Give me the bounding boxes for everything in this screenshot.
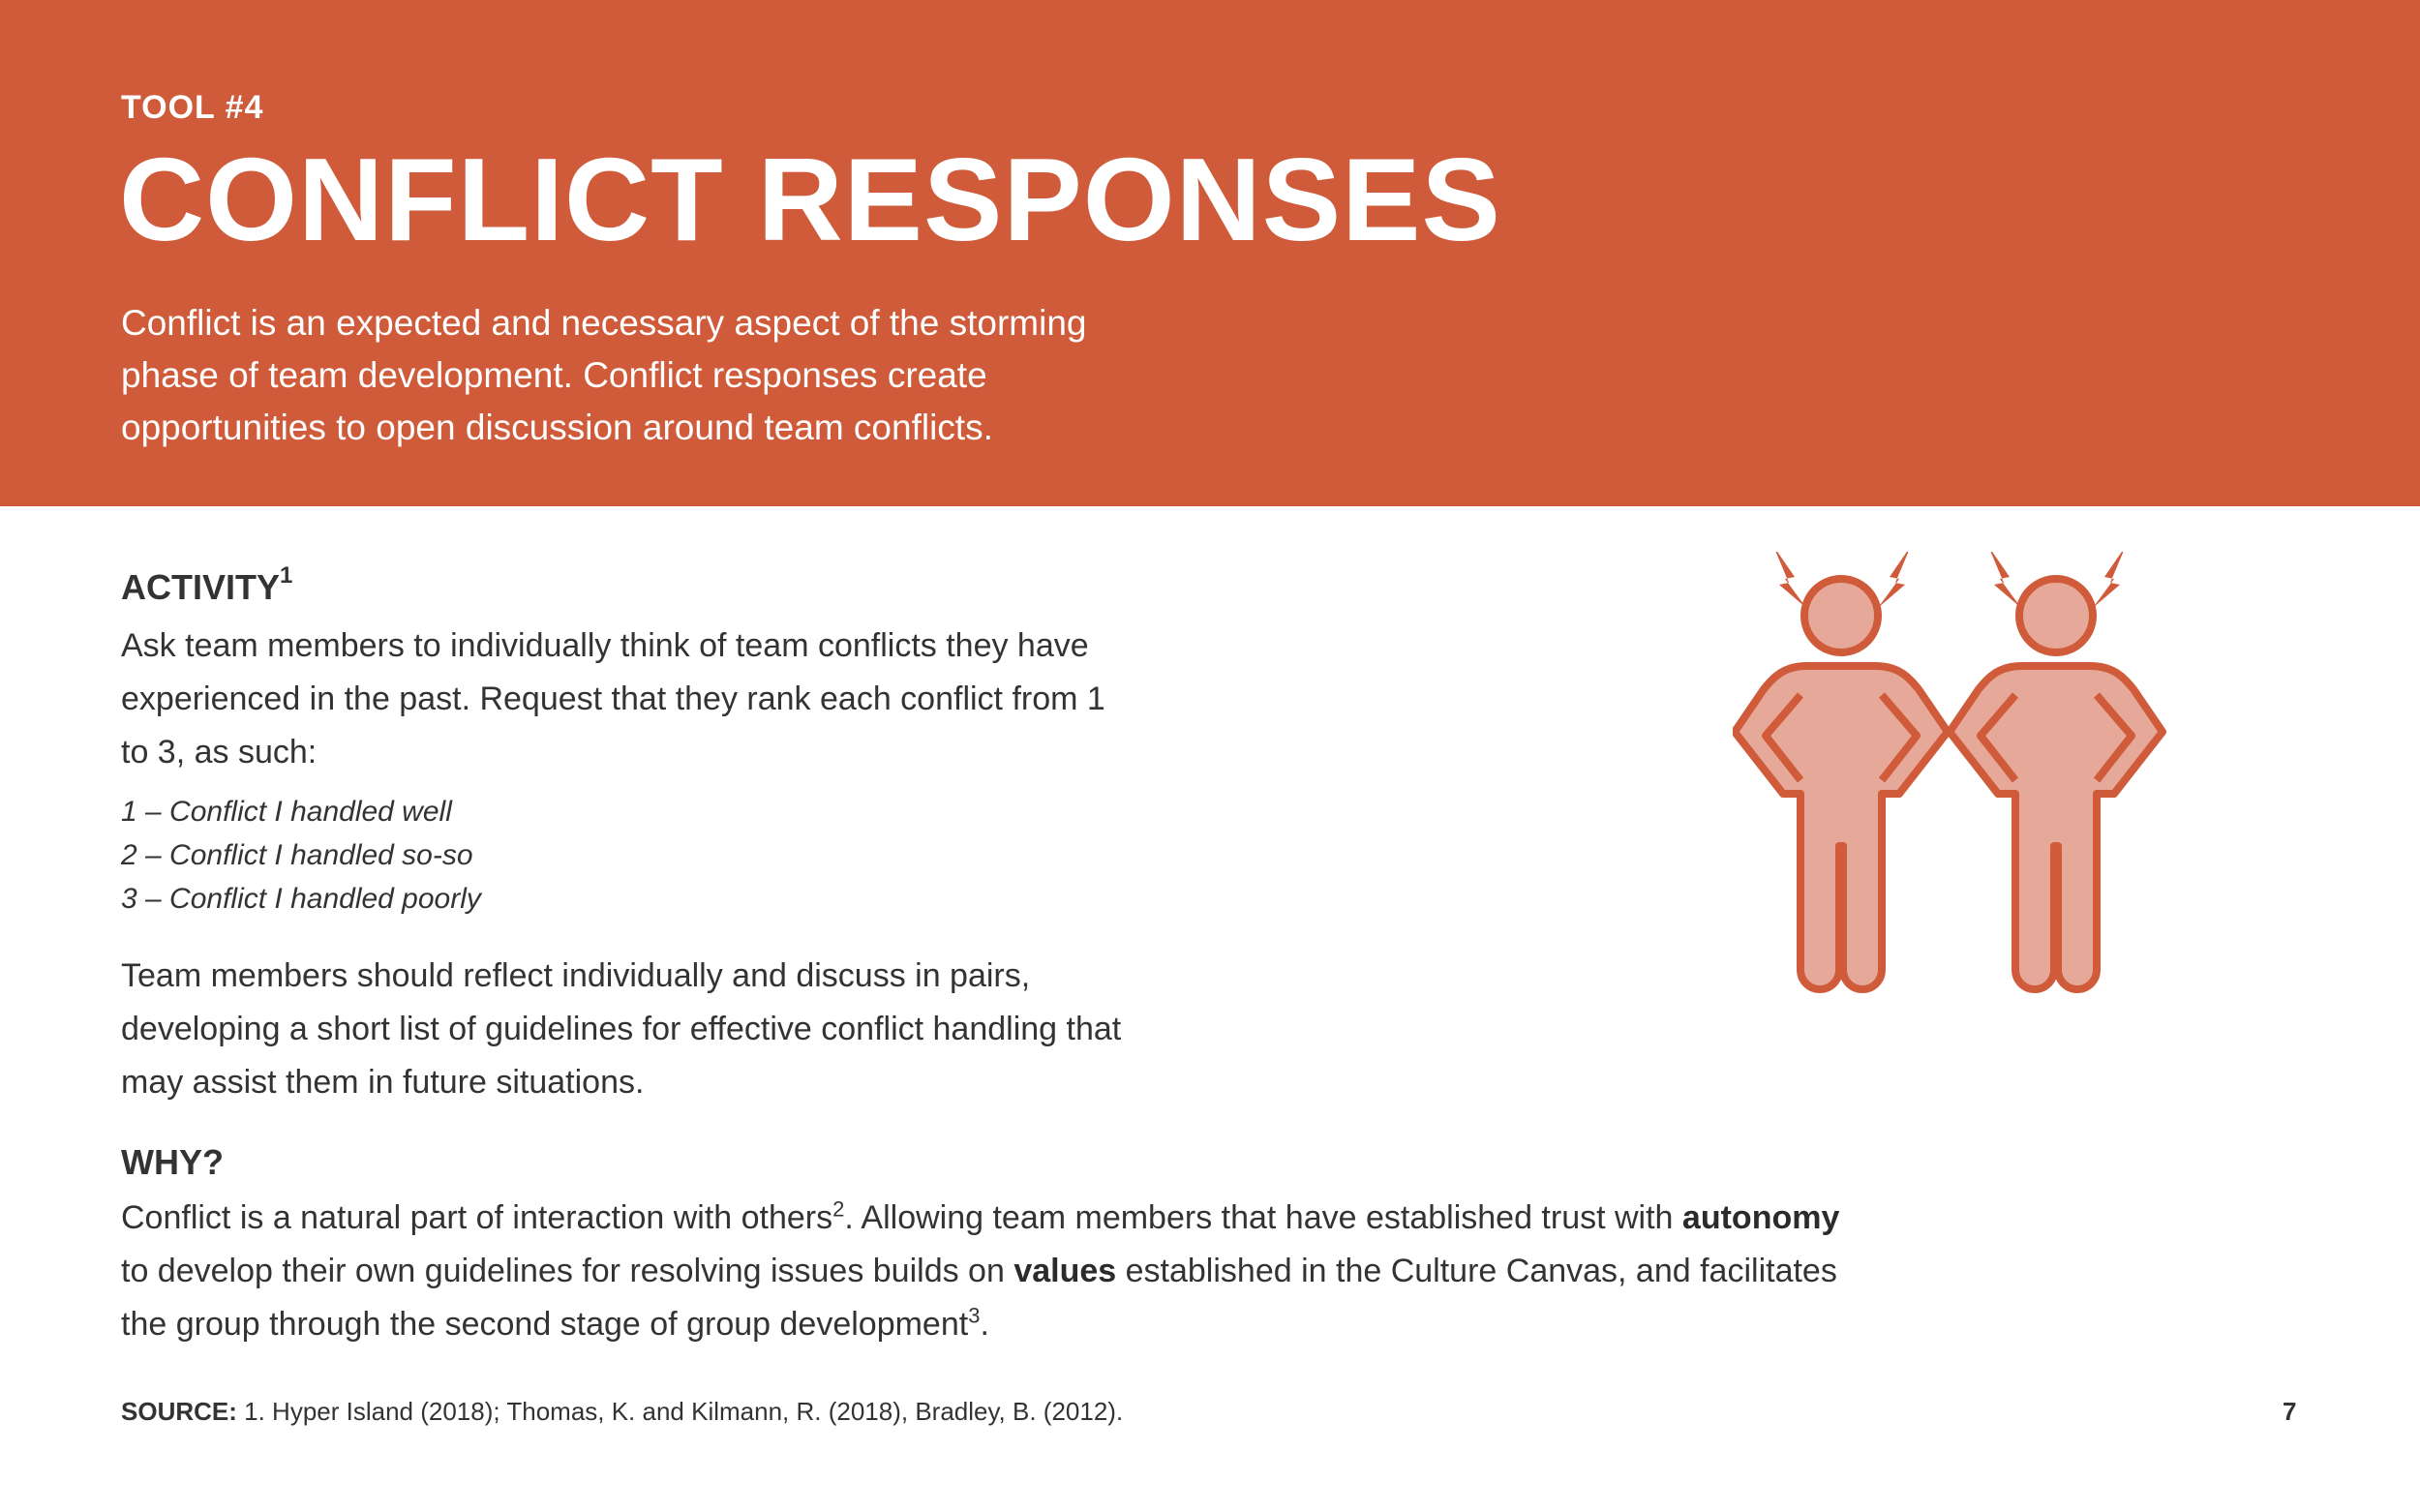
page-number: 7 xyxy=(2283,1397,2297,1426)
intro-line: phase of team development. Conflict responses create xyxy=(121,355,987,395)
keyword-autonomy: autonomy xyxy=(1681,1199,1840,1236)
why-text: the group through the second stage of group development xyxy=(121,1306,969,1343)
why-paragraph xyxy=(121,1192,1839,1351)
why-text: . xyxy=(980,1306,989,1343)
activity-heading-text: ACTIVITY xyxy=(121,567,281,607)
intro-paragraph xyxy=(121,297,1244,454)
footnote-marker: 2 xyxy=(832,1196,845,1222)
activity-line: experienced in the past. Request that they rank each conflict from 1 xyxy=(121,680,1105,717)
person-icon xyxy=(1735,552,1948,989)
intro-line: opportunities to open discussion around team conflicts. xyxy=(121,408,993,447)
reflect-line: developing a short list of guidelines for effective conflict handling that xyxy=(121,1011,1122,1047)
rating-list xyxy=(121,790,481,921)
rating-item: 3 – Conflict I handled poorly xyxy=(121,883,481,915)
source-label: SOURCE: xyxy=(121,1397,237,1426)
reflect-paragraph xyxy=(121,950,1121,1109)
source-citation xyxy=(121,1397,1123,1427)
why-text: established in the Culture Canvas, and facilitates xyxy=(1116,1253,1837,1289)
tool-label: TOOL #4 xyxy=(121,89,264,126)
why-text: . Allowing team members that have established trust with xyxy=(844,1199,1682,1236)
activity-line: to 3, as such: xyxy=(121,734,318,771)
two-angry-people-icon xyxy=(1733,552,2178,1016)
keyword-values: values xyxy=(1013,1253,1117,1289)
source-text: 1. Hyper Island (2018); Thomas, K. and Kilmann, R. (2018), Bradley, B. (2012). xyxy=(236,1397,1124,1426)
rating-item: 2 – Conflict I handled so-so xyxy=(121,839,473,871)
rating-item: 1 – Conflict I handled well xyxy=(121,796,452,828)
reflect-line: may assist them in future situations. xyxy=(121,1064,645,1101)
why-heading: WHY? xyxy=(121,1142,224,1182)
reflect-line: Team members should reflect individually and discuss in pairs, xyxy=(121,957,1031,994)
person-icon xyxy=(1950,552,2163,989)
why-line xyxy=(121,1298,1839,1351)
why-text: Conflict is a natural part of interaction with others xyxy=(121,1199,833,1236)
activity-paragraph xyxy=(121,620,1283,779)
footnote-marker: 3 xyxy=(968,1303,981,1328)
footnote-marker: 1 xyxy=(280,562,293,589)
why-text: to develop their own guidelines for resolving issues builds on xyxy=(121,1253,1014,1289)
why-line xyxy=(121,1192,1839,1245)
page-title: CONFLICT RESPONSES xyxy=(119,134,1501,265)
activity-heading xyxy=(121,562,293,608)
why-line xyxy=(121,1245,1839,1298)
activity-line: Ask team members to individually think of team conflicts they have xyxy=(121,627,1089,664)
intro-line: Conflict is an expected and necessary aspect of the storming xyxy=(121,303,1087,343)
